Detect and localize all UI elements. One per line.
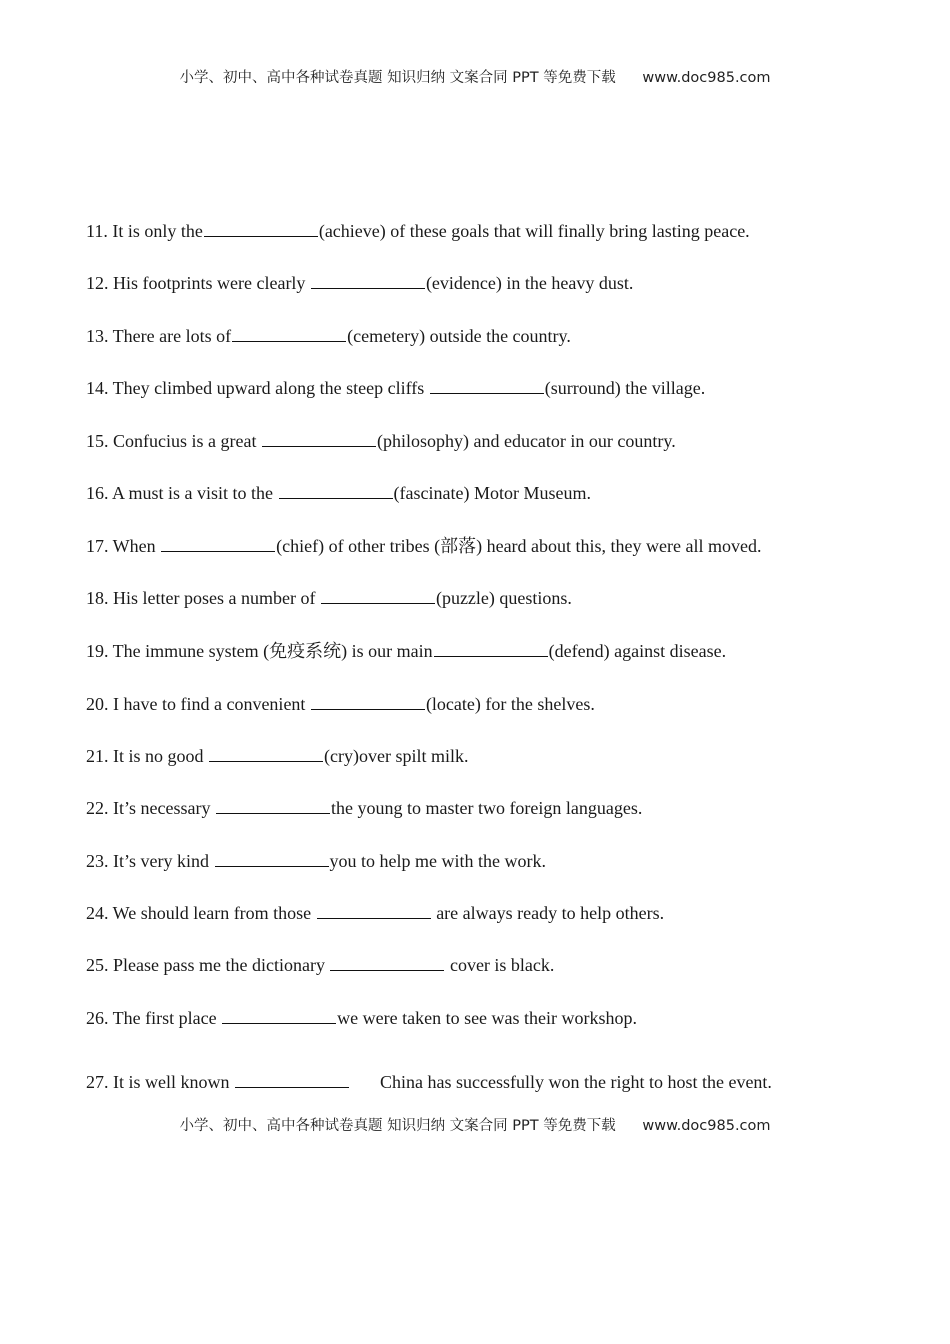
- question-text-before: 22. It’s necessary: [86, 798, 215, 818]
- answer-blank[interactable]: [262, 429, 376, 447]
- question-text-before: 27. It is well known: [86, 1072, 234, 1092]
- question-15: [86, 429, 676, 453]
- question-text-after: (locate) for the shelves.: [425, 694, 595, 714]
- page-header: [0, 66, 950, 90]
- question-text-before: 20. I have to find a convenient: [86, 694, 310, 714]
- answer-blank[interactable]: [434, 639, 548, 657]
- question-20: [86, 692, 595, 716]
- answer-blank[interactable]: [216, 796, 330, 814]
- question-text-before: 26. The first place: [86, 1008, 222, 1028]
- question-text-before: 25. Please pass me the dictionary: [86, 955, 330, 975]
- question-19: [86, 639, 726, 663]
- question-27: [86, 1070, 772, 1094]
- question-text-before: 21. It is no good: [86, 746, 209, 766]
- question-text-after: (defend) against disease.: [548, 641, 727, 661]
- question-17: [86, 534, 762, 558]
- question-text-after: (evidence) in the heavy dust.: [425, 273, 634, 293]
- answer-blank[interactable]: [161, 534, 275, 552]
- question-text-before: 16. A must is a visit to the: [86, 483, 278, 503]
- question-text-after: we were taken to see was their workshop.: [337, 1008, 638, 1028]
- question-text-after: (puzzle) questions.: [435, 588, 572, 608]
- answer-blank[interactable]: [317, 901, 431, 919]
- question-text-after: (cry)over spilt milk.: [324, 746, 469, 766]
- question-21: [86, 744, 468, 768]
- answer-blank[interactable]: [321, 586, 435, 604]
- question-13: [86, 324, 571, 348]
- answer-blank[interactable]: [209, 744, 323, 762]
- question-text-after: (philosophy) and educator in our country.: [376, 431, 676, 451]
- question-text-before: 24. We should learn from those: [86, 903, 316, 923]
- question-11: [86, 219, 750, 243]
- answer-blank[interactable]: [235, 1070, 349, 1088]
- question-text-after: (surround) the village.: [544, 378, 706, 398]
- question-text-before: 13. There are lots of: [86, 326, 232, 346]
- answer-blank[interactable]: [232, 324, 346, 342]
- answer-blank[interactable]: [430, 376, 544, 394]
- question-text-before: 18. His letter poses a number of: [86, 588, 320, 608]
- answer-blank[interactable]: [311, 271, 425, 289]
- question-22: [86, 796, 642, 820]
- question-text-after: you to help me with the work.: [329, 851, 546, 871]
- question-text-after: China has successfully won the right to host the event.: [380, 1072, 772, 1092]
- header-url[interactable]: www.doc985.com: [642, 70, 771, 86]
- footer-url[interactable]: www.doc985.com: [642, 1118, 771, 1134]
- question-25: [86, 953, 554, 977]
- header-text: 小学、初中、高中各种试卷真题 知识归纳 文案合同 PPT 等免费下载: [179, 70, 616, 86]
- question-text-after: (cemetery) outside the country.: [347, 326, 571, 346]
- question-text-after: (fascinate) Motor Museum.: [393, 483, 591, 503]
- answer-blank[interactable]: [222, 1006, 336, 1024]
- question-text-before: 15. Confucius is a great: [86, 431, 261, 451]
- answer-blank[interactable]: [215, 849, 329, 867]
- footer-text: 小学、初中、高中各种试卷真题 知识归纳 文案合同 PPT 等免费下载: [179, 1118, 616, 1134]
- answer-blank[interactable]: [279, 481, 393, 499]
- question-18: [86, 586, 572, 610]
- question-text-before: 11. It is only the: [86, 221, 203, 241]
- question-text-after: (achieve) of these goals that will finally bring lasting peace.: [318, 221, 750, 241]
- question-text-before: 19. The immune system (免疫系统) is our main: [86, 641, 433, 661]
- page-footer: [0, 1114, 950, 1138]
- question-23: [86, 849, 546, 873]
- question-14: [86, 376, 705, 400]
- answer-blank[interactable]: [330, 953, 444, 971]
- question-text-before: 14. They climbed upward along the steep cliffs: [86, 378, 429, 398]
- question-text-after: (chief) of other tribes (部落) heard about this, they were all moved.: [276, 536, 762, 556]
- answer-blank[interactable]: [311, 692, 425, 710]
- question-16: [86, 481, 591, 505]
- question-26: [86, 1006, 637, 1030]
- question-text-after: are always ready to help others.: [431, 903, 665, 923]
- question-text-after: cover is black.: [445, 955, 555, 975]
- question-text-before: 23. It’s very kind: [86, 851, 214, 871]
- question-24: [86, 901, 664, 925]
- answer-blank[interactable]: [204, 219, 318, 237]
- question-text-before: 17. When: [86, 536, 161, 556]
- question-12: [86, 271, 633, 295]
- question-text-before: 12. His footprints were clearly: [86, 273, 310, 293]
- question-text-after: the young to master two foreign languages.: [330, 798, 643, 818]
